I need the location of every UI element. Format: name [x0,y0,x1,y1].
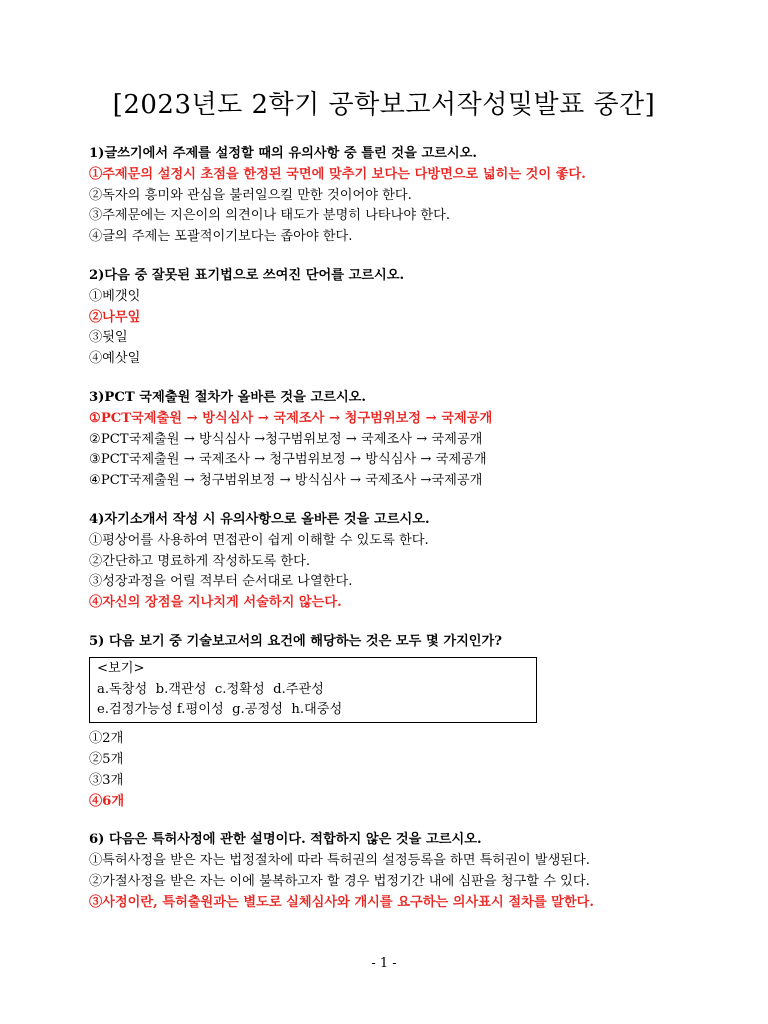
option: ①특허사정을 받은 자는 법정절차에 따라 특허권의 설정등록을 하면 특허권이 발생된다. [89,853,590,869]
question-text: 4)자기소개서 작성 시 유의사항으로 올바른 것을 고르시오. [89,511,430,527]
question-text: 5) 다음 보기 중 기술보고서의 요건에 해당하는 것은 모두 몇 가지인가? [89,633,503,649]
example-box-heading: <보기> [97,660,145,676]
question-text: 2)다음 중 잘못된 표기법으로 쓰여진 단어를 고르시오. [89,267,405,283]
option: ④예삿일 [89,351,141,367]
option: ②독자의 흥미와 관심을 불러일으킬 만한 것이어야 한다. [89,187,412,203]
option: ③주제문에는 지은이의 의견이나 태도가 분명히 나타나야 한다. [89,208,451,224]
option-answer: ①PCT국제출원 → 방식심사 → 국제조사 → 청구범위보정 → 국제공개 [89,410,493,426]
option-answer: ④6개 [89,793,125,809]
option: ②5개 [89,751,124,767]
question-text: 6) 다음은 특허사정에 관한 설명이다. 적합하지 않은 것을 고르시오. [89,832,482,848]
option: ①2개 [89,731,124,747]
example-box-row: a.독창성 b.객관성 c.정확성 d.주관성 [97,681,324,697]
question-1 [89,144,689,248]
option-answer: ③사정이란, 특허출원과는 별도로 실체심사와 개시를 요구하는 의사표시 절차를 말한다. [89,894,594,910]
option: ④PCT국제출원 → 청구범위보정 → 방식심사 → 국제조사 →국제공개 [89,473,483,489]
option: ③3개 [89,772,124,788]
option: ①평상어를 사용하여 면접관이 쉽게 이해할 수 있도록 한다. [89,532,429,548]
example-box [89,657,537,723]
question-list [89,144,689,932]
option: ③성장과정을 어릴 적부터 순서대로 나열한다. [89,574,353,590]
question-text: 3)PCT 국제출원 절차가 올바른 것을 고르시오. [89,389,367,405]
option: ①베갯잇 [89,288,141,304]
example-box-row: e.검정가능성 f.평이성 g.공정성 h.대중성 [97,702,343,718]
question-text: 1)글쓰기에서 주제를 설정할 때의 유의사항 중 틀린 것을 고르시오. [89,146,477,161]
option-answer: ④자신의 장점을 지나치게 서술하지 않는다. [89,595,342,611]
option: ②가절사정을 받은 자는 이에 불복하고자 할 경우 법정기간 내에 심판을 청구할 수 있다. [89,873,590,889]
question-5 [89,632,689,812]
question-2 [89,266,689,370]
page-number: - 1 - [371,956,397,971]
option: ②PCT국제출원 → 방식심사 →청구범위보정 → 국제조사 → 국제공개 [89,431,483,447]
option: ④글의 주제는 포괄적이기보다는 좁아야 한다. [89,229,353,245]
option: ③PCT국제출원 → 국제조사 → 청구범위보정 → 방식심사 → 국제공개 [89,452,487,468]
option-answer: ①주제문의 설정시 초점을 한정된 국면에 맞추기 보다는 다방면으로 넓히는 것이 좋다. [89,166,586,182]
option: ③뒷일 [89,330,128,346]
option-answer: ②나무잎 [89,309,141,325]
option: ②간단하고 명료하게 작성하도록 한다. [89,553,311,569]
question-6 [89,830,689,913]
question-3 [89,388,689,492]
page-title: [2023년도 2학기 공학보고서작성및발표 중간] [112,90,656,120]
question-4 [89,510,689,614]
